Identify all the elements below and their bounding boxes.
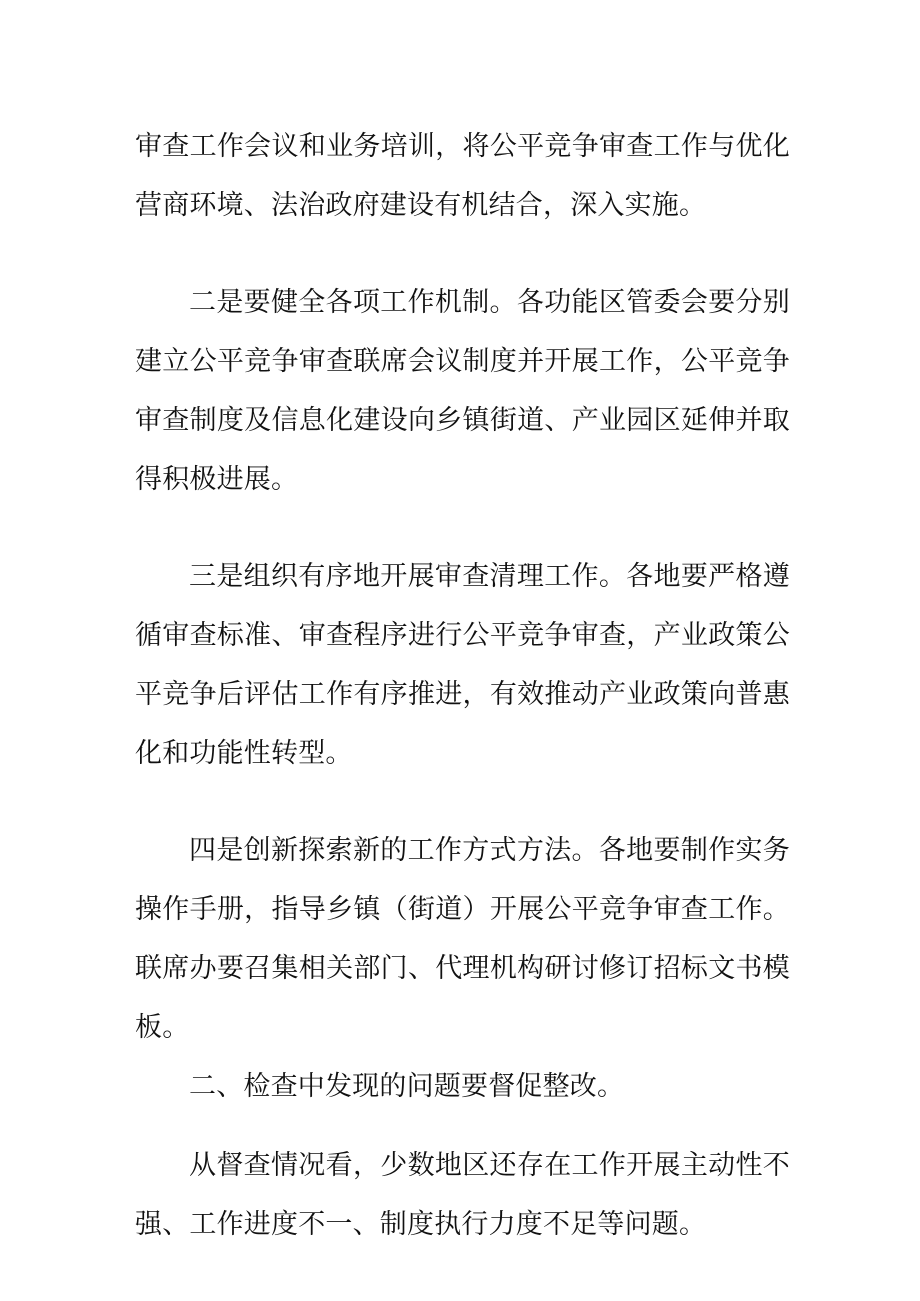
paragraph-work-mechanism: 二是要健全各项工作机制。各功能区管委会要分别建立公平竞争审查联席会议制度并开展工作，公平竞争审查制度及信息化建设向乡镇街道、产业园区延伸并取得积极进展。 <box>135 287 790 495</box>
document-body <box>135 117 790 1254</box>
section-heading-rectification: 二、检查中发现的问题要督促整改。 <box>189 1071 625 1102</box>
paragraph-continuation: 审查工作会议和业务培训，将公平竞争审查工作与优化营商环境、法治政府建设有机结合，深入实施。 <box>135 131 790 221</box>
paragraph-innovation: 四是创新探索新的工作方式方法。各地要制作实务操作手册，指导乡镇（街道）开展公平竞争审查工作。联席办要召集相关部门、代理机构研讨修订招标文书模板。 <box>135 835 790 1043</box>
paragraph-review-cleanup: 三是组织有序地开展审查清理工作。各地要严格遵循审查标准、审查程序进行公平竞争审查，产业政策公平竞争后评估工作有序推进，有效推动产业政策向普惠化和功能性转型。 <box>135 561 790 769</box>
paragraph-problems: 从督查情况看，少数地区还存在工作开展主动性不强、工作进度不一、制度执行力度不足等问题。 <box>135 1150 790 1240</box>
